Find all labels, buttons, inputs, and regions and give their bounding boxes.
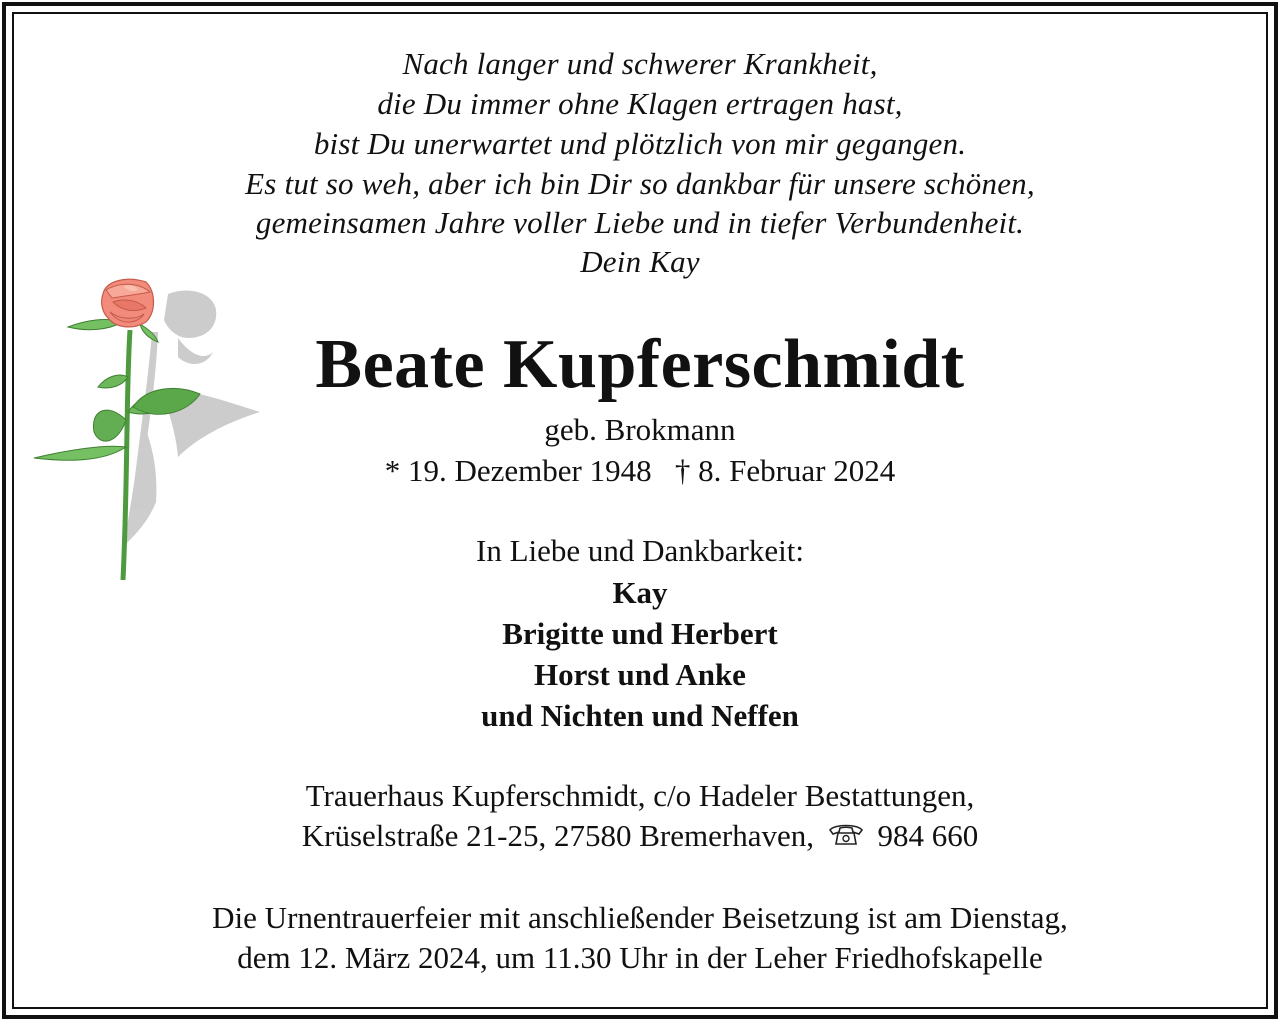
rose-flower [102, 279, 154, 327]
contact-line: Trauerhaus Kupferschmidt, c/o Hadeler Bestattungen, [305, 778, 975, 813]
contact-phone: 984 660 [877, 818, 979, 853]
poem-line: die Du immer ohne Klagen ertragen hast, [377, 86, 903, 121]
poem-line: Es tut so weh, aber ich bin Dir so dankbar für unsere schönen, [245, 166, 1035, 201]
mourners-intro: In Liebe und Dankbarkeit: [476, 533, 804, 568]
deceased-name: Beate Kupferschmidt [315, 326, 965, 403]
telephone-icon [826, 820, 866, 850]
mourner-name: Brigitte und Herbert [502, 616, 778, 651]
mourner-name: Kay [612, 575, 668, 610]
contact-address: Krüselstraße 21-25, 27580 Bremerhaven, [301, 818, 814, 853]
mourner-name: Horst und Anke [534, 657, 746, 692]
ceremony-line: dem 12. März 2024, um 11.30 Uhr in der Leher Friedhofskapelle [237, 940, 1043, 975]
life-dates: * 19. Dezember 1948 † 8. Februar 2024 [384, 453, 896, 488]
mourner-name: und Nichten und Neffen [481, 698, 799, 733]
poem-line: gemeinsamen Jahre voller Liebe und in tiefer Verbundenheit. [255, 205, 1025, 240]
poem-line: bist Du unerwartet und plötzlich von mir gegangen. [313, 126, 967, 161]
poem-signature: Dein Kay [580, 244, 700, 279]
poem-line: Nach langer und schwerer Krankheit, [402, 46, 878, 81]
contact-address-line [0, 820, 1280, 851]
maiden-name: geb. Brokmann [544, 412, 736, 447]
ceremony-line: Die Urnentrauerfeier mit anschließender Beisetzung ist am Dienstag, [212, 900, 1068, 935]
